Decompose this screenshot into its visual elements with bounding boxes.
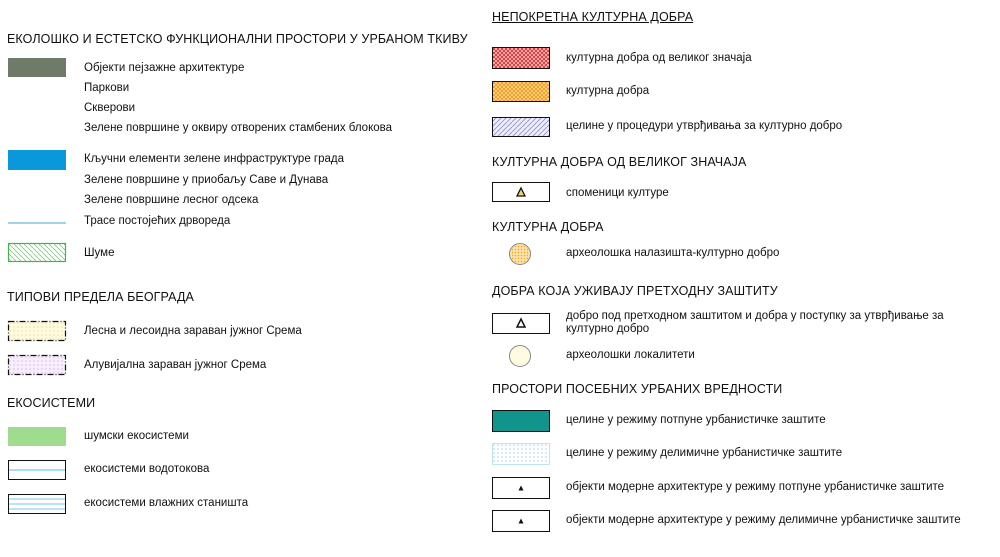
legend-label: археолошка налазишта-културно добро — [566, 247, 780, 259]
legend-label: добро под претходном заштитом и добра у поступку за утврђивање за културно добро — [566, 310, 944, 335]
swatch-partial-urban-protection — [492, 443, 550, 465]
swatch-modern-architecture-partial — [492, 510, 550, 532]
swatch-modern-architecture-full — [492, 477, 550, 499]
swatch-wetland-ecosystems — [8, 494, 66, 514]
swatch-forest-ecosystems — [8, 427, 66, 446]
legend-label: Паркови — [84, 82, 130, 94]
legend-label: споменици културе — [566, 187, 669, 199]
section-title-landscape-types: ТИПОВИ ПРЕДЕЛА БЕОГРАДА — [7, 290, 194, 304]
section-title-eco-spaces: ЕКОЛОШКО И ЕСТЕТСКО ФУНКЦИОНАЛНИ ПРОСТОРИ У УРБАНОМ ТКИВУ — [7, 32, 468, 46]
swatch-loess-plateau — [8, 321, 66, 341]
legend-label: целине у процедури утврђивања за културно добро — [566, 120, 843, 132]
swatch-cultural-monuments — [492, 182, 550, 202]
legend-label: објекти модерне архитектуре у режиму потпуне урбанистичке заштите — [566, 481, 945, 493]
section-title-prior-protection: ДОБРА КОЈА УЖИВАЈУ ПРЕТХОДНУ ЗАШТИТУ — [492, 284, 778, 298]
section-title-ecosystems: ЕКОСИСТЕМИ — [7, 396, 96, 410]
swatch-landscape-architecture — [8, 58, 66, 77]
legend-label: Алувијална зараван јужног Срема — [84, 359, 267, 371]
swatch-prior-protection — [492, 313, 550, 334]
legend-label: објекти модерне архитектуре у режиму делимичне урбанистичке заштите — [566, 514, 961, 526]
legend-label: екосистеми водотокова — [84, 463, 210, 475]
legend-label: Зелене површине у оквиру отворених стамбених блокова — [84, 122, 393, 134]
legend-label: екосистеми влажних станишта — [84, 497, 249, 509]
section-title-urban-values: ПРОСТОРИ ПОСЕБНИХ УРБАНИХ ВРЕДНОСТИ — [492, 382, 783, 396]
legend-label: Скверови — [84, 102, 136, 114]
swatch-forests — [8, 243, 66, 262]
legend-label: Објекти пејзажне архитектуре — [84, 62, 245, 74]
swatch-watercourse-ecosystems — [8, 460, 66, 480]
legend-label: Лесна и лесоидна зараван јужног Срема — [84, 325, 302, 337]
legend-label: културна добра — [566, 85, 650, 97]
legend-label: Зелене површине лесног одсека — [84, 194, 259, 206]
legend-label: Шуме — [84, 247, 115, 259]
swatch-archaeological-localities — [508, 344, 532, 368]
swatch-green-infrastructure — [8, 150, 66, 170]
legend-label: шумски екосистеми — [84, 430, 189, 442]
swatch-heritage — [492, 81, 550, 102]
legend-label: Зелене површине у приобаљу Саве и Дунава — [84, 174, 329, 186]
legend-label: Кључни елементи зелене инфраструктуре града — [84, 153, 345, 165]
section-title-great-importance: КУЛТУРНА ДОБРА ОД ВЕЛИКОГ ЗНАЧАЈА — [492, 155, 747, 169]
swatch-alluvial-plateau — [8, 355, 66, 375]
swatch-heritage-great-importance — [492, 47, 550, 69]
section-title-cultural-heritage: КУЛТУРНА ДОБРА — [492, 220, 604, 234]
legend-label: целине у режиму делимичне урбанистичке заштите — [566, 447, 843, 459]
legend-label: археолошки локалитети — [566, 349, 695, 361]
swatch-tree-alleys — [8, 222, 66, 224]
legend-label: културна добра од великог значаја — [566, 52, 752, 64]
legend-label: целине у режиму потпуне урбанистичке заштите — [566, 414, 826, 426]
swatch-full-urban-protection — [492, 410, 550, 432]
section-title-immovable-heritage: НЕПОКРЕТНА КУЛТУРНА ДОБРА — [492, 10, 694, 24]
swatch-heritage-in-procedure — [492, 117, 550, 137]
swatch-archaeological-site-heritage — [508, 242, 532, 266]
legend-label: Трасе постојећих дрвореда — [84, 215, 231, 227]
